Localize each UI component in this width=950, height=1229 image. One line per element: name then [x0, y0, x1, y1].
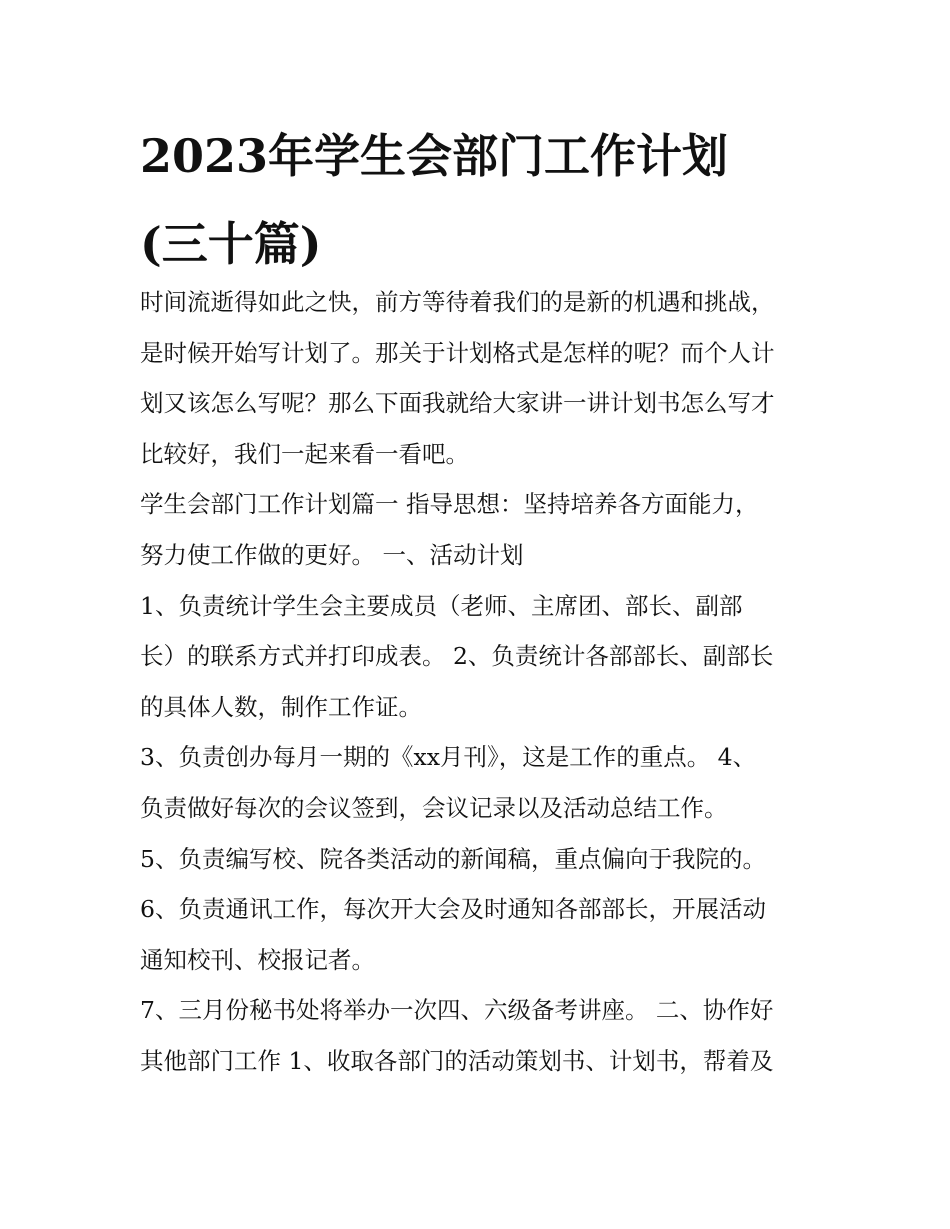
body-line: 其他部门工作 1、收取各部门的活动策划书、计划书，帮着及: [140, 1046, 774, 1075]
body-line: 学生会部门工作计划篇一 指导思想：坚持培养各方面能力，: [140, 490, 759, 519]
body-line: 的具体人数，制作工作证。: [140, 692, 422, 721]
body-line: 长）的联系方式并打印成表。 2、负责统计各部部长、副部长: [140, 642, 774, 671]
body-line: 5、负责编写校、院各类活动的新闻稿，重点偏向于我院的。: [140, 844, 766, 873]
body-line: 3、负责创办每月一期的《xx月刊》，这是工作的重点。 4、: [140, 743, 757, 772]
body-line: 时间流逝得如此之快，前方等待着我们的是新的机遇和挑战，: [140, 288, 775, 316]
body-line: 努力使工作做的更好。 一、活动计划: [140, 540, 524, 569]
body-line: 比较好，我们一起来看一看吧。: [140, 439, 469, 468]
body-line: 是时候开始写计划了。那关于计划格式是怎样的呢？而个人计: [140, 338, 775, 367]
title-line: 2023年学生会部门工作计划: [140, 129, 729, 183]
title-line: (三十篇): [140, 217, 322, 271]
body-line: 7、三月份秘书处将举办一次四、六级备考讲座。 二、协作好: [140, 996, 774, 1025]
document-title: [140, 112, 830, 288]
body-line: 6、负责通讯工作，每次开大会及时通知各部部长，开展活动: [140, 895, 766, 924]
body-line: 划又该怎么写呢？那么下面我就给大家讲一讲计划书怎么写才: [140, 389, 775, 418]
body-line: 1、负责统计学生会主要成员（老师、主席团、部长、副部: [140, 591, 743, 620]
document-body: [140, 277, 830, 1087]
body-line: 负责做好每次的会议签到，会议记录以及活动总结工作。: [140, 793, 728, 822]
body-line: 通知校刊、校报记者。: [140, 945, 375, 974]
